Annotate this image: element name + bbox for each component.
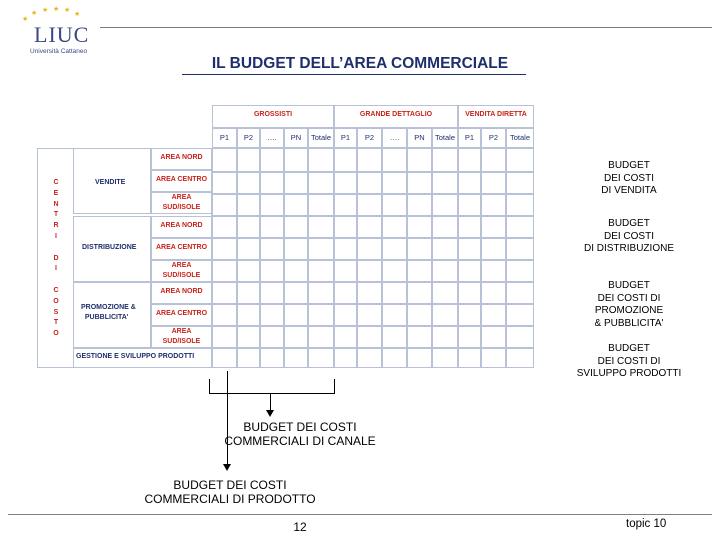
side-label-vendita: BUDGET DEI COSTI DI VENDITA <box>601 160 657 196</box>
data-cell <box>407 304 432 326</box>
liuc-logo <box>18 6 108 56</box>
data-cell <box>260 260 284 282</box>
area-label-centro: AREA CENTRO <box>155 244 208 251</box>
data-cell <box>432 348 458 368</box>
data-cell <box>308 282 334 304</box>
data-cell <box>212 282 237 304</box>
data-cell <box>357 172 382 194</box>
data-cell <box>382 194 407 216</box>
area-label-centro: AREA CENTRO <box>155 176 208 183</box>
last-row-label: GESTIONE E SVILUPPO PRODOTTI <box>76 353 195 360</box>
column-header-label: P1 <box>219 133 230 142</box>
column-header-label: Totale <box>509 133 530 142</box>
column-header-label: P2 <box>488 133 499 142</box>
centri-di-costo-label: C E N T R I D I C O S T O <box>53 179 59 338</box>
page-title: IL BUDGET DELL’AREA COMMERCIALE <box>211 55 509 72</box>
data-cell <box>334 216 357 238</box>
data-cell <box>334 194 357 216</box>
data-cell <box>382 304 407 326</box>
data-cell <box>237 348 260 368</box>
logo-stars: ★ ★ ★ ★ ★ ★ <box>22 6 81 23</box>
data-cell <box>506 148 534 172</box>
data-cell <box>432 260 458 282</box>
side-label-distribuzione: BUDGET DEI COSTI DI DISTRIBUZIONE <box>583 218 674 254</box>
data-cell <box>308 148 334 172</box>
arrow-canale-head <box>266 410 274 417</box>
data-cell <box>382 326 407 348</box>
data-cell <box>458 172 481 194</box>
budget-prodotto-label <box>130 478 330 506</box>
data-cell <box>506 348 534 368</box>
data-cell <box>432 216 458 238</box>
arrow-prodotto-line <box>227 371 228 465</box>
data-cell <box>212 326 237 348</box>
data-cell <box>334 282 357 304</box>
data-cell <box>237 216 260 238</box>
data-cell <box>506 238 534 260</box>
data-cell <box>284 238 308 260</box>
data-cell <box>432 172 458 194</box>
data-cell <box>237 194 260 216</box>
data-cell <box>481 304 506 326</box>
data-cell <box>260 348 284 368</box>
data-cell <box>357 326 382 348</box>
column-header-label: PN <box>414 133 425 142</box>
data-cell <box>308 326 334 348</box>
data-cell <box>481 348 506 368</box>
data-cell <box>357 260 382 282</box>
data-cell <box>334 348 357 368</box>
data-cell <box>357 148 382 172</box>
data-cell <box>212 238 237 260</box>
data-cell <box>407 260 432 282</box>
group-label-promozione: PROMOZIONE & PUBBLICITA' <box>81 304 136 321</box>
data-cell <box>506 172 534 194</box>
data-cell <box>237 326 260 348</box>
data-cell <box>334 172 357 194</box>
budget-canale-line2: COMMERCIALI DI CANALE <box>224 434 376 448</box>
data-cell <box>260 172 284 194</box>
title-underline <box>182 74 526 75</box>
budget-prodotto-line1: BUDGET DEI COSTI <box>173 478 287 492</box>
data-cell <box>284 348 308 368</box>
data-cell <box>407 238 432 260</box>
data-cell <box>237 304 260 326</box>
data-cell <box>357 304 382 326</box>
group-label-vendite: VENDITE <box>95 179 126 186</box>
data-cell <box>432 326 458 348</box>
data-cell <box>481 194 506 216</box>
column-header-label: PN <box>290 133 302 142</box>
data-cell <box>308 238 334 260</box>
data-cell <box>212 348 237 368</box>
data-cell <box>334 304 357 326</box>
data-cell <box>382 260 407 282</box>
channel-header-label: GRANDE DETTAGLIO <box>359 111 433 118</box>
data-cell <box>481 148 506 172</box>
area-label-centro: AREA CENTRO <box>155 310 208 317</box>
data-cell <box>481 260 506 282</box>
data-cell <box>284 148 308 172</box>
budget-canale-label <box>210 420 390 448</box>
data-cell <box>458 304 481 326</box>
data-cell <box>458 260 481 282</box>
data-cell <box>284 326 308 348</box>
data-cell <box>432 238 458 260</box>
data-cell <box>212 172 237 194</box>
data-cell <box>458 238 481 260</box>
area-label-nord: AREA NORD <box>160 154 203 161</box>
data-cell <box>260 238 284 260</box>
data-cell <box>432 282 458 304</box>
bracket-right <box>334 379 335 393</box>
data-cell <box>237 260 260 282</box>
data-cell <box>357 194 382 216</box>
data-cell <box>308 260 334 282</box>
data-cell <box>357 238 382 260</box>
data-cell <box>458 348 481 368</box>
data-cell <box>260 304 284 326</box>
data-cell <box>382 348 407 368</box>
data-cell <box>357 282 382 304</box>
column-header-label: P2 <box>243 133 254 142</box>
logo-wordmark: LIUC <box>34 22 90 47</box>
column-header-label: …. <box>389 133 400 142</box>
data-cell <box>260 216 284 238</box>
column-header-label: P2 <box>364 133 375 142</box>
column-header-label: …. <box>267 133 277 142</box>
data-cell <box>432 304 458 326</box>
data-cell <box>334 260 357 282</box>
data-cell <box>212 216 237 238</box>
data-cell <box>506 282 534 304</box>
data-cell <box>308 172 334 194</box>
channel-header-label: VENDITA DIRETTA <box>465 111 527 118</box>
area-label-nord: AREA NORD <box>160 288 203 295</box>
data-cell <box>407 194 432 216</box>
budget-canale-line1: BUDGET DEI COSTI <box>243 420 357 434</box>
data-cell <box>481 216 506 238</box>
data-cell <box>458 326 481 348</box>
column-header-label: Totale <box>310 133 331 142</box>
data-cell <box>260 282 284 304</box>
data-cell <box>284 216 308 238</box>
data-cell <box>308 348 334 368</box>
column-header-label: Totale <box>434 133 455 142</box>
data-cell <box>237 238 260 260</box>
data-cell <box>308 216 334 238</box>
data-cell <box>481 326 506 348</box>
data-cell <box>458 194 481 216</box>
data-cell <box>382 282 407 304</box>
data-cell <box>284 194 308 216</box>
channel-header-label: GROSSISTI <box>253 111 293 118</box>
data-cell <box>506 216 534 238</box>
data-cell <box>260 148 284 172</box>
area-label-nord: AREA NORD <box>160 222 203 229</box>
data-cell <box>284 260 308 282</box>
column-header-label: P1 <box>340 133 351 142</box>
data-cell <box>382 148 407 172</box>
data-cell <box>458 282 481 304</box>
data-cell <box>407 348 432 368</box>
side-label-promozione: BUDGET DEI COSTI DI PROMOZIONE & PUBBLICITA' <box>594 280 664 329</box>
data-cell <box>382 238 407 260</box>
data-cell <box>506 326 534 348</box>
data-cell <box>308 194 334 216</box>
data-cell <box>506 304 534 326</box>
data-cell <box>334 238 357 260</box>
footer-rule <box>8 514 712 515</box>
data-cell <box>357 348 382 368</box>
data-cell <box>260 194 284 216</box>
budget-prodotto-line2: COMMERCIALI DI PRODOTTO <box>144 492 316 506</box>
data-cell <box>334 326 357 348</box>
data-cell <box>432 194 458 216</box>
data-cell <box>357 216 382 238</box>
data-cell <box>212 148 237 172</box>
data-cell <box>284 172 308 194</box>
data-cell <box>481 282 506 304</box>
data-cell <box>308 304 334 326</box>
logo-subtitle: Università Cattaneo <box>30 48 88 55</box>
data-cell <box>237 172 260 194</box>
data-cell <box>407 148 432 172</box>
data-cell <box>284 282 308 304</box>
data-cell <box>284 304 308 326</box>
data-cell <box>432 148 458 172</box>
data-cell <box>407 282 432 304</box>
column-header-label: P1 <box>464 133 475 142</box>
area-label-sud: AREA SUD/ISOLE <box>162 194 201 211</box>
data-cell <box>212 304 237 326</box>
data-cell <box>407 326 432 348</box>
data-cell <box>237 148 260 172</box>
topic-label: topic 10 <box>626 518 667 530</box>
data-cell <box>382 172 407 194</box>
data-cell <box>334 148 357 172</box>
data-cell <box>458 148 481 172</box>
data-cell <box>407 216 432 238</box>
data-cell <box>407 172 432 194</box>
data-cell <box>212 194 237 216</box>
group-label-distribuzione: DISTRIBUZIONE <box>82 244 137 251</box>
side-label-sviluppo: BUDGET DEI COSTI DI SVILUPPO PRODOTTI <box>576 343 682 379</box>
data-cell <box>458 216 481 238</box>
data-cell <box>382 216 407 238</box>
data-cell <box>506 194 534 216</box>
area-label-sud: AREA SUD/ISOLE <box>162 262 201 279</box>
data-cell <box>212 260 237 282</box>
arrow-prodotto-head <box>223 464 231 471</box>
data-cell <box>260 326 284 348</box>
header-rule <box>100 27 712 28</box>
arrow-canale-line <box>270 393 271 411</box>
data-cell <box>481 172 506 194</box>
area-label-sud: AREA SUD/ISOLE <box>162 328 201 345</box>
page-number: 12 <box>293 520 307 534</box>
data-cell <box>481 238 506 260</box>
bracket-left <box>209 379 210 393</box>
data-cell <box>237 282 260 304</box>
data-cell <box>506 260 534 282</box>
